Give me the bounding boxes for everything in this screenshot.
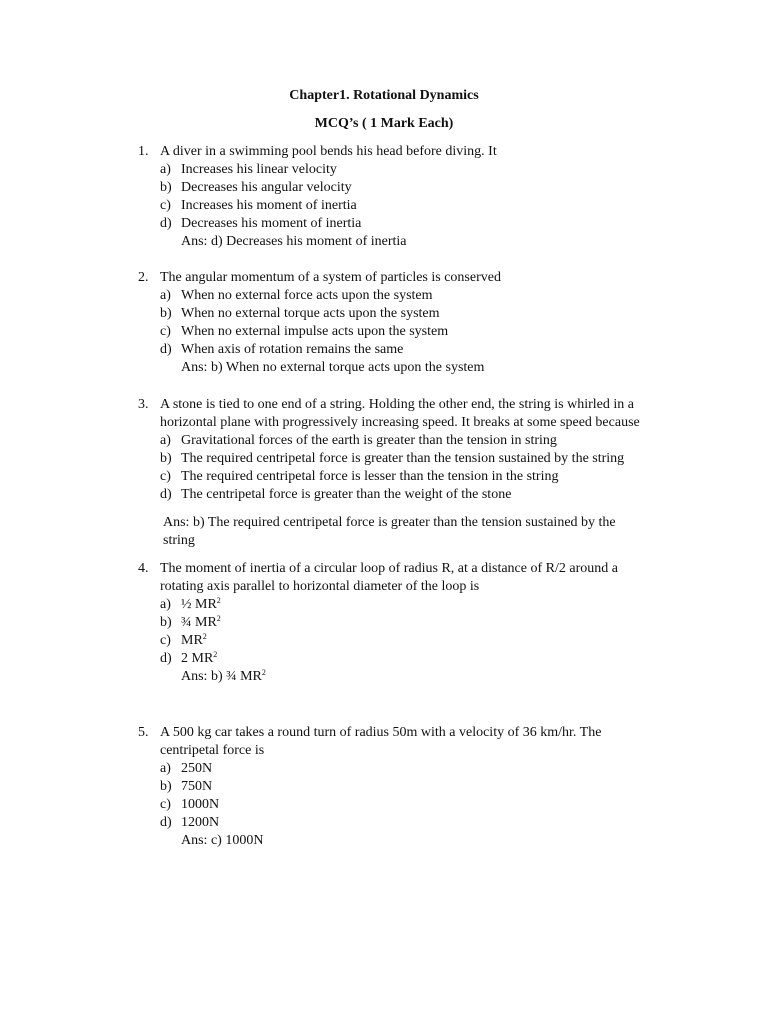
option-text: 750N	[181, 779, 213, 794]
superscript: 2	[213, 650, 218, 659]
option-d	[160, 486, 658, 504]
option-b	[160, 778, 658, 796]
superscript: 2	[216, 614, 221, 623]
answer-line: Ans: b) When no external torque acts upon the system	[181, 360, 485, 375]
option-d	[160, 341, 658, 359]
option-letter: d)	[160, 651, 172, 666]
document-subtitle: MCQ’s ( 1 Mark Each)	[314, 116, 454, 131]
answer-line	[181, 668, 658, 686]
option-text	[181, 596, 658, 614]
question-text: A 500 kg car takes a round turn of radius 50m with a velocity of 36 km/hr. The centripetal force is	[160, 725, 602, 758]
option-text	[181, 614, 658, 632]
option-b	[160, 305, 658, 323]
question-text: A diver in a swimming pool bends his head before diving. It	[160, 144, 497, 159]
option-text: When axis of rotation remains the same	[181, 342, 404, 357]
option-text: Increases his linear velocity	[181, 162, 337, 177]
question-text: The angular momentum of a system of particles is conserved	[160, 270, 501, 285]
option-value: ¾ MR	[181, 615, 217, 630]
option-a	[160, 760, 658, 778]
question-text: A stone is tied to one end of a string. Holding the other end, the string is whirled in a horizontal plane with progressively increasing speed. It breaks at some speed because	[160, 397, 640, 430]
option-text: The required centripetal force is lesser than the tension in the string	[181, 469, 559, 484]
option-c	[160, 468, 658, 486]
option-b	[160, 450, 658, 468]
option-c	[160, 796, 658, 814]
option-letter: b)	[160, 180, 172, 195]
superscript: 2	[202, 632, 207, 641]
option-c	[160, 323, 658, 341]
answer-line: Ans: c) 1000N	[181, 833, 264, 848]
option-text: 1000N	[181, 797, 220, 812]
option-text	[181, 632, 658, 650]
option-letter: d)	[160, 487, 172, 502]
question-number: 2.	[138, 270, 149, 285]
option-d	[160, 215, 658, 233]
option-a	[160, 161, 658, 179]
option-d	[160, 814, 658, 832]
question-3	[138, 396, 658, 550]
option-d	[160, 650, 658, 668]
option-letter: d)	[160, 342, 172, 357]
option-c	[160, 632, 658, 650]
option-text	[181, 650, 658, 668]
option-letter: d)	[160, 216, 172, 231]
document-title: Chapter1. Rotational Dynamics	[289, 88, 479, 103]
question-stem	[138, 143, 658, 161]
option-letter: c)	[160, 198, 171, 213]
option-value: MR	[181, 633, 203, 648]
option-text: Gravitational forces of the earth is greater than the tension in string	[181, 433, 557, 448]
superscript: 2	[261, 668, 266, 677]
option-letter: c)	[160, 633, 171, 648]
option-b	[160, 179, 658, 197]
option-c	[160, 197, 658, 215]
option-a	[160, 596, 658, 614]
question-2	[138, 269, 658, 377]
option-text: Increases his moment of inertia	[181, 198, 357, 213]
option-letter: a)	[160, 162, 171, 177]
question-text: The moment of inertia of a circular loop of radius R, at a distance of R/2 around a rotating axis parallel to horizontal diameter of the loop is	[160, 561, 618, 594]
superscript: 2	[216, 596, 221, 605]
question-4	[138, 560, 658, 686]
question-stem	[138, 269, 658, 287]
option-letter: b)	[160, 615, 172, 630]
option-letter: a)	[160, 597, 171, 612]
question-stem	[138, 560, 658, 596]
answer-text: Ans: b) ¾ MR	[181, 669, 262, 684]
option-b	[160, 614, 658, 632]
option-letter: a)	[160, 433, 171, 448]
option-letter: c)	[160, 797, 171, 812]
question-stem	[138, 396, 658, 432]
option-letter: c)	[160, 324, 171, 339]
option-text: The centripetal force is greater than the weight of the stone	[181, 487, 512, 502]
option-letter: b)	[160, 306, 172, 321]
option-text: Decreases his moment of inertia	[181, 216, 362, 231]
answer-line: Ans: d) Decreases his moment of inertia	[181, 234, 407, 249]
option-text: The required centripetal force is greater than the tension sustained by the string	[181, 451, 625, 466]
option-a	[160, 287, 658, 305]
option-letter: a)	[160, 288, 171, 303]
option-text: When no external impulse acts upon the system	[181, 324, 449, 339]
question-number: 1.	[138, 144, 149, 159]
option-letter: b)	[160, 779, 172, 794]
option-text: When no external force acts upon the system	[181, 288, 433, 303]
option-text: When no external torque acts upon the system	[181, 306, 440, 321]
option-text: Decreases his angular velocity	[181, 180, 352, 195]
question-number: 3.	[138, 397, 149, 412]
question-1	[138, 143, 658, 251]
option-value: 2 MR	[181, 651, 214, 666]
option-text: 1200N	[181, 815, 220, 830]
question-stem	[138, 724, 658, 760]
question-number: 5.	[138, 725, 149, 740]
option-letter: c)	[160, 469, 171, 484]
option-text: 250N	[181, 761, 213, 776]
question-number: 4.	[138, 561, 149, 576]
answer-line: Ans: b) The required centripetal force is greater than the tension sustained by the string	[163, 515, 616, 548]
option-letter: d)	[160, 815, 172, 830]
option-letter: a)	[160, 761, 171, 776]
option-value: ½ MR	[181, 597, 217, 612]
option-letter: b)	[160, 451, 172, 466]
option-a	[160, 432, 658, 450]
question-5	[138, 724, 658, 850]
